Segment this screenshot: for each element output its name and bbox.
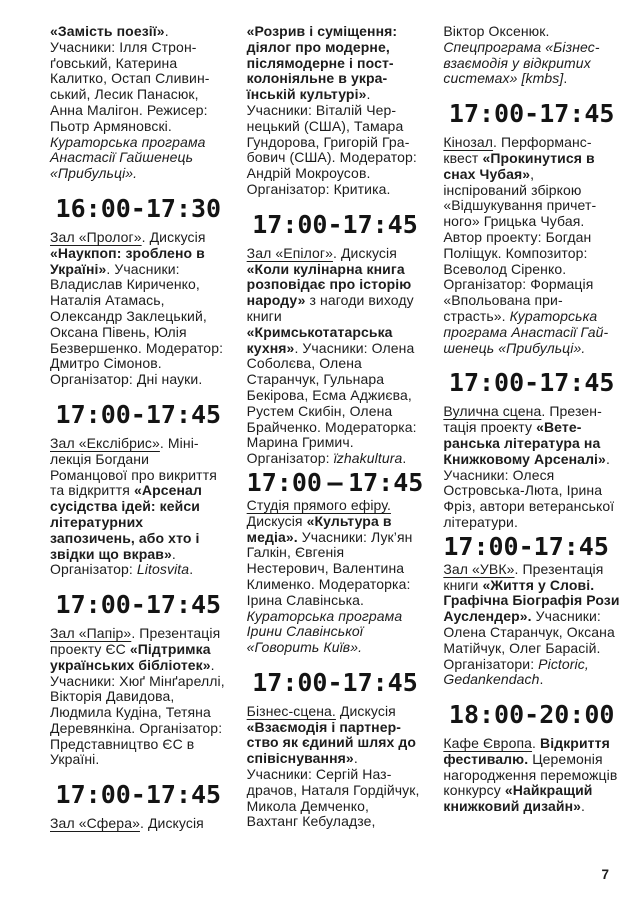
event-title: Відкриття фестивалю. xyxy=(443,735,610,767)
entry-text: . xyxy=(402,450,407,467)
event-title: «Арсенал сусідства ідей: кейси літературних запозичень, або хто і звідки що вкрав» xyxy=(50,482,202,562)
program-entry xyxy=(247,498,424,656)
venue-name: Зал «Папір» xyxy=(50,625,132,642)
entry-text: . Учасники: Олена Соболєва, Олена Старанчук, Гульнара Бекірова, Есма Аджиєва, Рустем Скибін, Олена Брайченко. Модераторка: Марина Гримич. Організатор: xyxy=(246,339,417,467)
program-entry xyxy=(247,704,424,830)
entry-text: Дискусія xyxy=(246,512,307,529)
event-title: «Коли кулінарна книга розповідає про історію народу» xyxy=(246,260,412,309)
time-heading: 17:00-17:45 xyxy=(55,399,222,429)
entry-text: . Учасники: Владислав Кириченко, Наталія Атамась, Олександр Заклецький, Оксана Півень, Юлія Безвершенко. Модератор: Дмитро Сімонов. Організатор: Дні науки. xyxy=(50,260,224,388)
venue-name: Зал «УВК» xyxy=(443,560,515,577)
entry-text: . Учасники: Олеся Островська-Люта, Ірина Фріз, автори ветеранської літератури. xyxy=(443,450,615,530)
venue-name: Зал «Епілог» xyxy=(246,244,333,261)
time-heading: 16:00-17:30 xyxy=(55,193,222,223)
entry-text: . Дискусія xyxy=(141,228,206,245)
entry-text: з нагоди виходу книги xyxy=(246,292,414,324)
program-entry xyxy=(443,562,620,688)
entry-text: Учасники: Олена Старанчук, Оксана Матійчук, Олег Барасій. Організатори: xyxy=(443,608,615,672)
time-heading: 17:00-17:45 xyxy=(448,99,615,129)
entry-text: . xyxy=(189,561,194,578)
time-part: 17:45 xyxy=(348,467,424,497)
entry-text: . xyxy=(539,671,544,688)
entry-text: . Учасники: Віталій Чернецький (США), Тамара Гундорова, Григорій Грабович (США). Модератор: Андрій Мокроусов. Організатор: Критика. xyxy=(246,86,417,197)
entry-text: , інспірований збіркою «Відшукування причетного» Грицька Чубая. Автор проекту: Богдан Поліщук. Композитор: Всеволод Сіренко. Організатор: Формація «Впольована пристрасть». xyxy=(443,165,597,324)
entry-text: Учасники: Лук’ян Галкін, Євгенія Нестерович, Валентина Клименко. Модераторка: Ірина Славінська. xyxy=(246,528,413,608)
program-entry xyxy=(50,230,227,388)
program-entry xyxy=(50,436,227,578)
time-heading: 17:00-17:45 xyxy=(55,590,222,620)
program-entry xyxy=(50,816,227,832)
time-heading: 17:00-17:45 xyxy=(252,667,418,697)
entry-text: . xyxy=(532,735,541,752)
program-entry xyxy=(443,24,620,87)
entry-text: . Учасники: Сергій Наздрачов, Наталя Гордійчук, Микола Демченко, Вахтанг Кебуладзе, xyxy=(246,750,420,830)
event-title: «Кримськотатарська кухня» xyxy=(246,323,393,356)
entry-text: Дискусія xyxy=(335,702,396,719)
event-title: «Найкращий книжковий дизайн» xyxy=(443,782,593,815)
program-entry xyxy=(50,626,227,768)
program-entry xyxy=(443,404,620,530)
program-note: Litosvita xyxy=(136,561,190,578)
program-column-1 xyxy=(50,24,227,908)
event-title: «Ветеранська література на Книжковому Арсеналі» xyxy=(443,419,606,467)
event-title: «Культура в медіа». xyxy=(246,512,392,545)
program-note: їzhakultura xyxy=(333,450,403,467)
entry-text: . Учасники: Ілля Стронґовський, Катерина Калитко, Остап Сливинський, Лесик Панасюк, Анна Малігон. Режисер: Пьотр Армяновскі. xyxy=(50,23,210,134)
entry-text: . xyxy=(563,70,568,87)
entry-text: Церемонія нагородження переможців конкурсу xyxy=(443,750,618,799)
time-heading: 18:00-20:00 xyxy=(448,700,615,730)
venue-name: Кінозал xyxy=(443,134,494,151)
time-heading: 17:00-17:45 xyxy=(252,209,418,239)
event-title: «Взаємодія і партнерство як єдиний шлях до співіснування» xyxy=(246,718,417,767)
entry-text: . Дискусія xyxy=(333,244,397,261)
venue-name: Зал «Екслібрис» xyxy=(50,434,160,451)
entry-text: . Перформанс-квест xyxy=(443,134,592,166)
time-part: 17:00 xyxy=(246,467,322,497)
entry-text: . Дискусія xyxy=(139,815,204,832)
venue-name: Зал «Пролог» xyxy=(50,228,142,245)
program-entry xyxy=(50,24,227,182)
page-number: 7 xyxy=(601,867,609,882)
program-note: Кураторська програма Анастасії Гайшенець «Прибульці». xyxy=(443,307,609,356)
venue-name: Бізнес-сцена. xyxy=(246,702,336,719)
entry-text: . Організатор: xyxy=(50,545,176,578)
program-note: Pictoric, Gedankendach xyxy=(443,655,589,688)
entry-text: Віктор Оксенюк. xyxy=(443,23,550,39)
program-column-2 xyxy=(247,24,424,908)
time-heading: 17:00-17:45 xyxy=(55,780,222,810)
event-title: «Розрив і суміщення: діялог про модерне, післямодерне і постколоніяльне в українській культурі» xyxy=(246,23,398,103)
event-title: «Життя у Слові. Графічна Біографія Рози Ауслендер». xyxy=(443,576,620,625)
program-note: Кураторська програма Ірини Славінської «Говорить Київ». xyxy=(246,607,403,656)
program-entry xyxy=(247,246,424,467)
program-entry xyxy=(443,135,620,356)
program-column-3 xyxy=(443,24,620,908)
entry-text: . Презентація проекту xyxy=(443,403,602,436)
event-title: «Замість поезії» xyxy=(50,23,165,39)
entry-text: . Учасники: Хюґ Мінґареллі, Вікторія Давидова, Людмила Кудіна, Тетяна Деревянкіна. Організатор: Представництво ЄС в Україні. xyxy=(50,656,225,768)
program-note: Спецпрограма «Бізнес-взаємодія у відкритих системах» [kmbs] xyxy=(443,38,600,87)
program-note: Кураторська програма Анастасії Гайшенець «Прибульці». xyxy=(50,133,206,182)
venue-name: Кафе Європа xyxy=(443,735,533,752)
time-heading: 17:00-17:45 xyxy=(448,368,615,398)
time-heading: 17:00-17:45 xyxy=(443,531,609,561)
venue-name: Студія прямого ефіру. xyxy=(246,496,391,513)
event-title: «Прокинутися в снах Чубая» xyxy=(443,149,595,182)
entry-text: . xyxy=(581,798,586,815)
entry-text: . Презентація книги xyxy=(443,560,604,593)
entry-text: . Міні-лекція Богдани Романцової про викриття та відкриття xyxy=(50,434,217,499)
venue-name: Вулична сцена xyxy=(443,403,542,420)
event-title: «Підтримка українських бібліотек» xyxy=(50,640,211,673)
entry-text: . Презентація проекту ЄС xyxy=(50,625,221,657)
venue-name: Зал «Сфера» xyxy=(50,815,140,832)
time-heading xyxy=(247,469,424,496)
program-entry xyxy=(247,24,424,198)
time-part: — xyxy=(327,467,343,497)
program-entry xyxy=(443,736,620,815)
event-title: «Наукпоп: зроблено в Україні» xyxy=(50,244,205,277)
